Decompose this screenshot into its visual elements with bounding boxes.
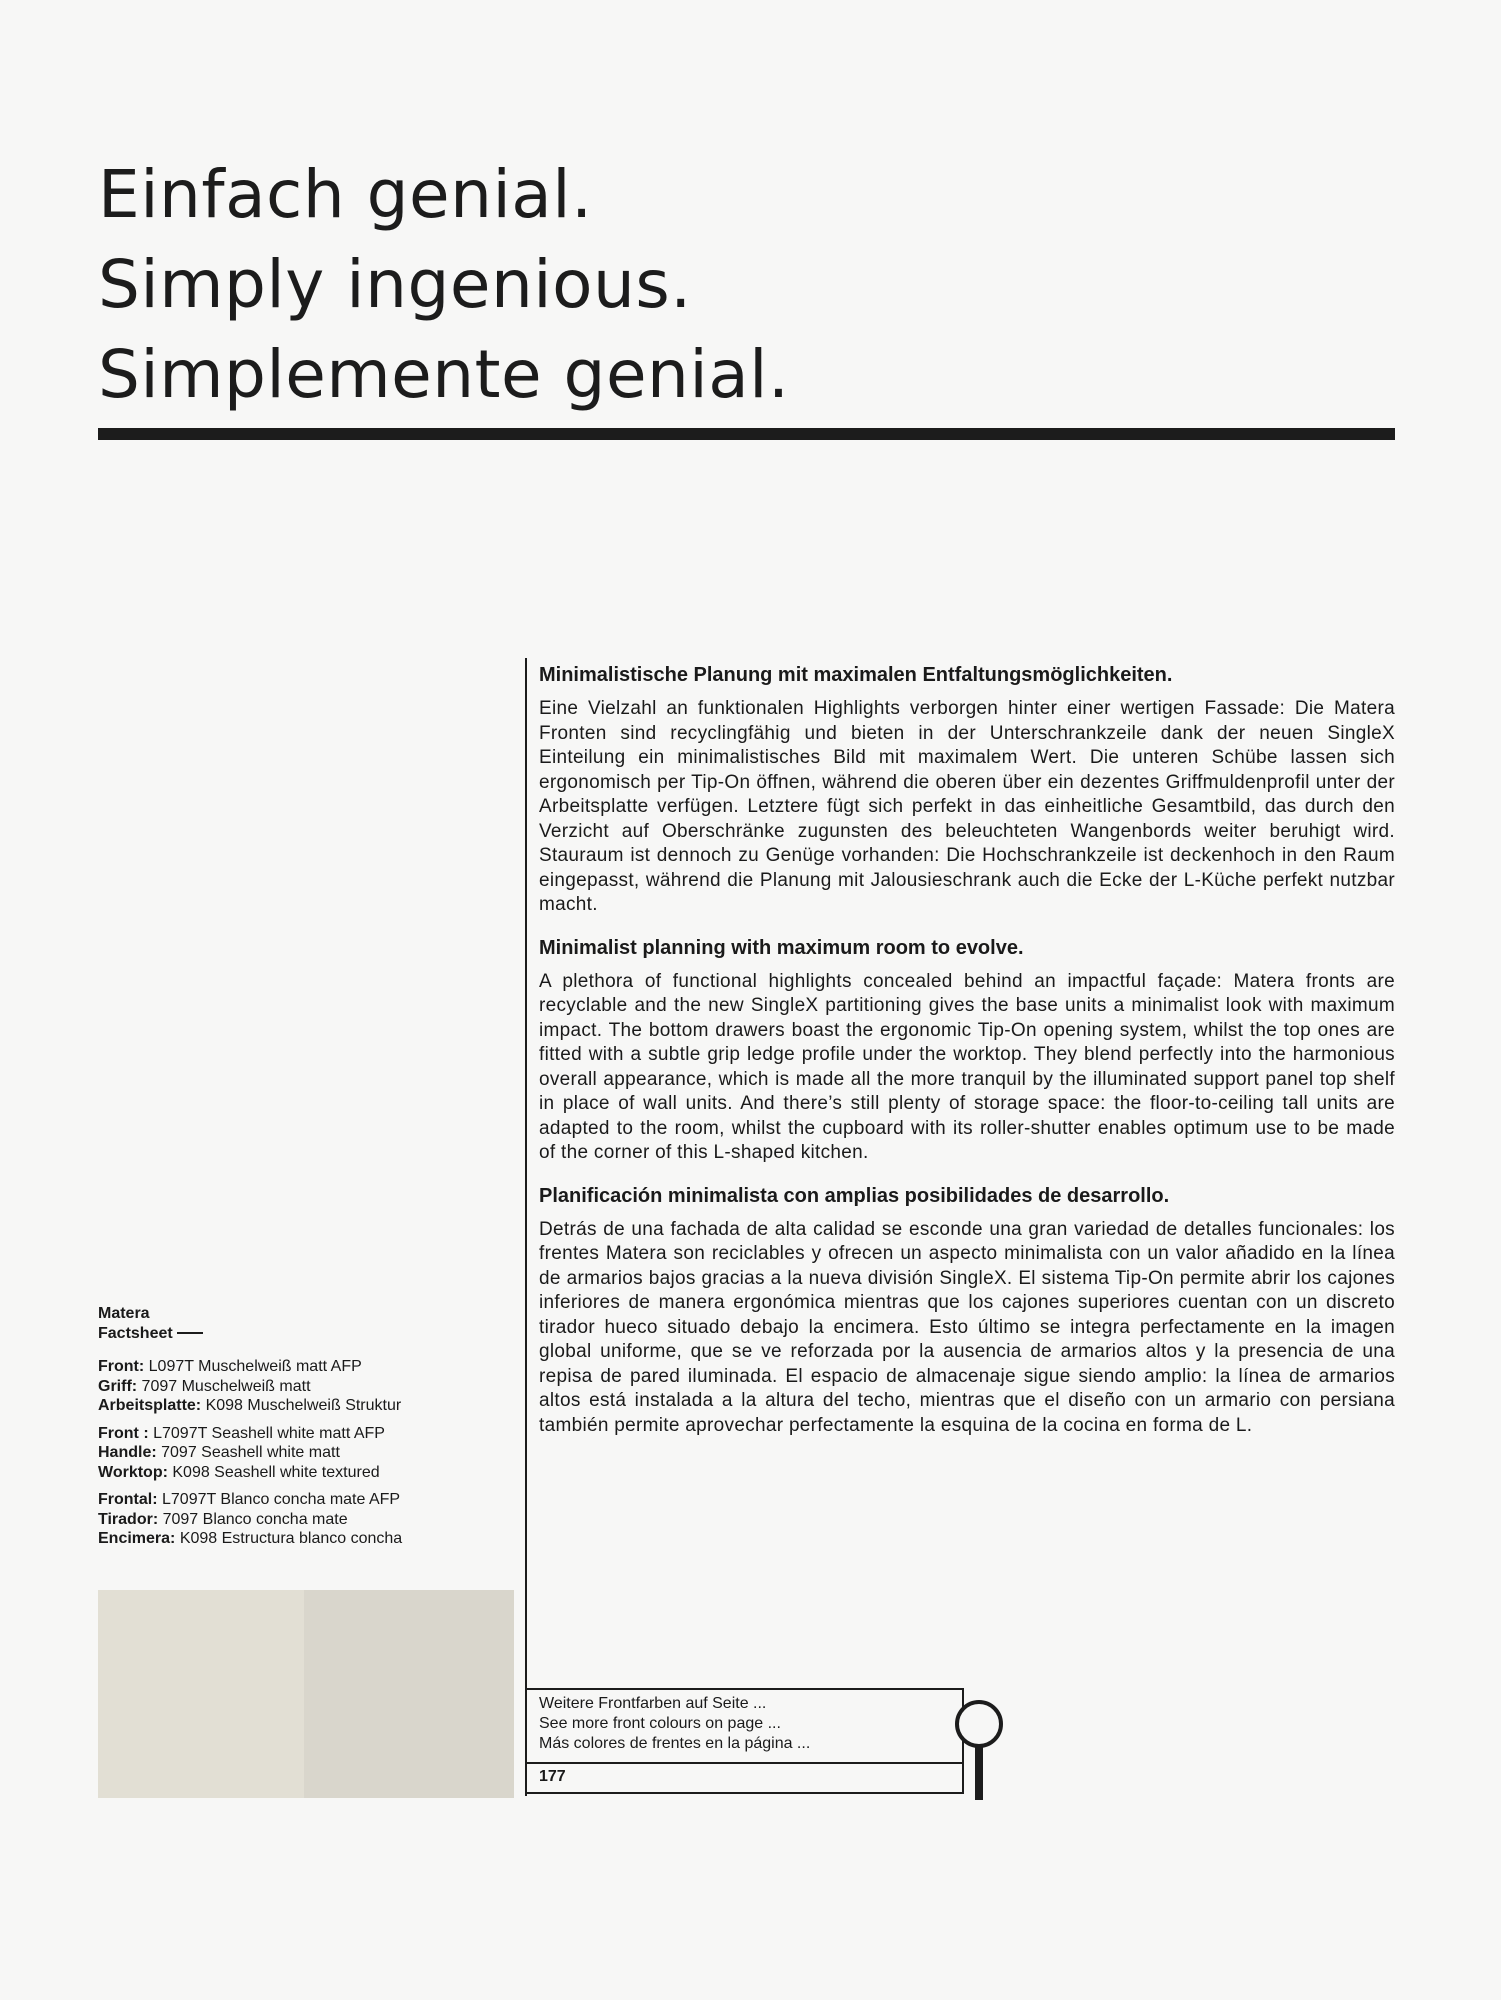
section-title-de: Minimalistische Planung mit maximalen Entfaltungsmöglichkeiten. bbox=[539, 664, 1173, 686]
section-body-es: Detrás de una fachada de alta calidad se esconde una gran variedad de detalles funcionales: los frentes Matera son reciclables y ofrecen un aspecto minimalista con un valor añadido en la línea de armarios bajos gracias a la nueva división SingleX. El sistema Tip-On permite abrir los cajones inferiores de manera ergonómica mientras que los cajones superiores cuentan con un discreto tirador hueco situado debajo la encimera. Esto último se integra perfectamente en la imagen global uniforme, que se ve reforzada por la ausencia de armarios altos y la presencia de una repisa de pared iluminada. El espacio de almacenaje sigue siendo amplio: la línea de armarios altos está instalada a la altura del techo, mientras que el diseño con un armario con persiana también permite aprovechar perfectamente la esquina de la cocina en forma de L. bbox=[539, 1218, 1395, 1436]
factsheet-value: L097T Muschelweiß matt AFP bbox=[144, 1358, 362, 1375]
factsheet-key: Frontal: bbox=[98, 1491, 158, 1508]
column-divider bbox=[525, 658, 527, 1796]
more-colours-en: See more front colours on page ... bbox=[539, 1715, 781, 1732]
magnifier-icon bbox=[951, 1698, 1007, 1802]
section-de bbox=[539, 662, 1395, 918]
factsheet-group-es bbox=[98, 1490, 518, 1549]
factsheet-value: K098 Seashell white textured bbox=[167, 1463, 380, 1481]
main-text bbox=[539, 662, 1395, 1455]
headline-de: Einfach genial. bbox=[98, 156, 593, 233]
factsheet-row bbox=[98, 1463, 518, 1483]
more-colours-divider bbox=[527, 1762, 962, 1764]
factsheet-label: Factsheet bbox=[98, 1324, 173, 1342]
section-title-es: Planificación minimalista con amplias posibilidades de desarrollo. bbox=[539, 1184, 1170, 1207]
factsheet-value: K098 Estructura blanco concha bbox=[175, 1530, 403, 1547]
colour-swatch bbox=[98, 1590, 514, 1798]
more-colours-box bbox=[527, 1688, 964, 1794]
factsheet-row bbox=[98, 1424, 518, 1444]
factsheet-key: Front: bbox=[98, 1358, 145, 1375]
factsheet-value: K098 Muschelweiß Struktur bbox=[201, 1397, 402, 1414]
factsheet-key: Worktop: bbox=[98, 1463, 168, 1481]
factsheet-key: Griff: bbox=[98, 1377, 138, 1395]
factsheet-key: Encimera: bbox=[98, 1530, 176, 1547]
factsheet-row bbox=[98, 1377, 518, 1397]
headline-es: Simplemente genial. bbox=[98, 336, 790, 413]
factsheet bbox=[98, 1304, 518, 1557]
factsheet-model: Matera bbox=[98, 1305, 150, 1322]
factsheet-group-en bbox=[98, 1424, 518, 1483]
headline-en: Simply ingenious. bbox=[98, 246, 692, 323]
section-body-de: Eine Vielzahl an funktionalen Highlights verborgen hinter einer wertigen Fassade: Die Matera Fronten sind recyclingfähig und bieten in der Unterschrankzeile dank der neuen SingleX Einteilung ein minimalistisches Bild mit maximalem Wert. Die unteren Schübe lassen sich ergonomisch per Tip-On öffnen, während die oberen über ein dezentes Griffmuldenprofil unter der Arbeitsplatte verfügen. Letztere fügt sich perfekt in das einheitliche Gesamtbild, das durch den Verzicht auf Oberschränke zugunsten des beleuchteten Wangenbords weiter beruhigt wird. Stauraum ist dennoch zu Genüge vorhanden: Die Hochschrankzeile ist deckenhoch in den Raum eingepasst, während die Planung mit Jalousieschrank auch die Ecke der L-Küche perfekt nutzbar macht. bbox=[539, 698, 1395, 915]
factsheet-value: L7097T Seashell white matt AFP bbox=[148, 1424, 385, 1442]
factsheet-dash bbox=[177, 1332, 203, 1334]
headline bbox=[98, 150, 789, 420]
more-colours-text bbox=[539, 1694, 810, 1754]
factsheet-row bbox=[98, 1529, 518, 1549]
factsheet-heading bbox=[98, 1304, 518, 1343]
factsheet-group-de bbox=[98, 1357, 518, 1416]
factsheet-key: Tirador: bbox=[98, 1510, 159, 1528]
section-title-en: Minimalist planning with maximum room to evolve. bbox=[539, 936, 1024, 959]
factsheet-row bbox=[98, 1510, 518, 1530]
section-es bbox=[539, 1183, 1395, 1439]
factsheet-key: Front : bbox=[98, 1424, 149, 1442]
swatch-front-colour bbox=[98, 1590, 304, 1798]
factsheet-row bbox=[98, 1357, 518, 1377]
factsheet-row bbox=[98, 1490, 518, 1510]
factsheet-key: Arbeitsplatte: bbox=[98, 1397, 202, 1414]
more-colours-de: Weitere Frontfarben auf Seite ... bbox=[539, 1695, 767, 1712]
page-reference-link[interactable]: 177 bbox=[539, 1768, 566, 1785]
section-body-en: A plethora of functional highlights concealed behind an impactful façade: Matera fronts are recyclable and the new SingleX partitioning gives the base units a minimalist look with maximum impact. The bottom drawers boast the ergonomic Tip-On opening system, whilst the top ones are fitted with a subtle grip ledge profile under the worktop. They blend perfectly into the harmonious overall appearance, which is made all the more tranquil by the illuminated support panel top shelf in place of wall units. And there’s still plenty of storage space: the floor-to-ceiling tall units are adapted to the room, whilst the cupboard with its roller-shutter enables optimum use to be made of the corner of this L-shaped kitchen. bbox=[539, 970, 1395, 1163]
headline-rule bbox=[98, 428, 1395, 440]
factsheet-value: 7097 Muschelweiß matt bbox=[137, 1377, 311, 1395]
factsheet-value: L7097T Blanco concha mate AFP bbox=[157, 1491, 401, 1508]
factsheet-key: Handle: bbox=[98, 1444, 157, 1461]
section-en bbox=[539, 935, 1395, 1166]
more-colours-es: Más colores de frentes en la página ... bbox=[539, 1735, 811, 1752]
factsheet-value: 7097 Blanco concha mate bbox=[158, 1510, 348, 1528]
factsheet-value: 7097 Seashell white matt bbox=[156, 1444, 340, 1461]
factsheet-row bbox=[98, 1396, 518, 1416]
factsheet-row bbox=[98, 1443, 518, 1463]
swatch-worktop-colour bbox=[304, 1590, 514, 1798]
